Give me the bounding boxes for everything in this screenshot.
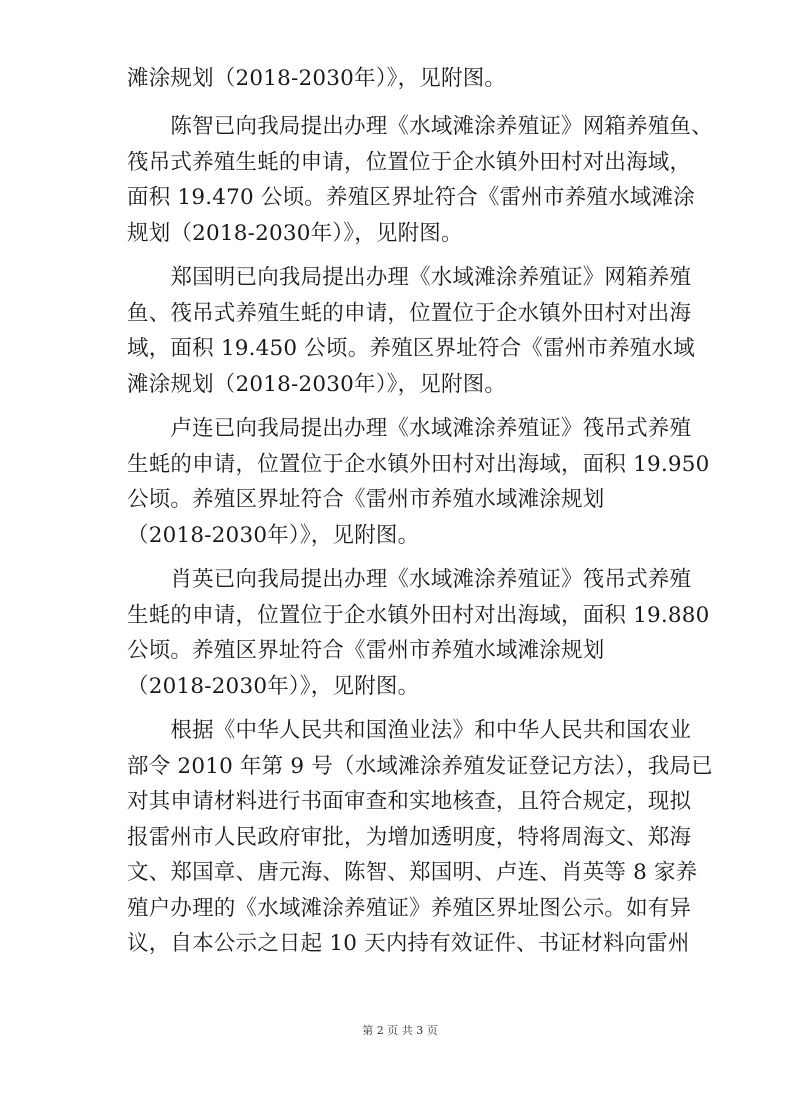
body-text-line: 鱼、筏吊式养殖生蚝的申请，位置位于企水镇外田村对出海 [127,301,692,326]
body-text-line: 公顷。养殖区界址符合《雷州市养殖水域滩涂规划 [127,638,605,663]
body-text-line: 筏吊式养殖生蚝的申请，位置位于企水镇外田村对出海域， [127,150,692,175]
page-number-footer: 第 2 页 共 3 页 [362,1024,438,1037]
body-text-line: 生蚝的申请，位置位于企水镇外田村对出海域，面积 19.950 [127,452,710,477]
body-text-line: 域，面积 19.450 公顷。养殖区界址符合《雷州市养殖水域 [127,336,695,361]
body-text-line: 部令 2010 年第 9 号（水域滩涂养殖发证登记方法），我局已 [127,754,713,779]
body-text-line: 滩涂规划（2018-2030年）》，见附图。 [127,66,507,91]
body-text-line: 文、郑国章、唐元海、陈智、郑国明、卢连、肖英等 8 家养 [127,860,698,885]
body-text-line: 殖户办理的《水域滩涂养殖证》养殖区界址图公示。如有异 [127,896,692,921]
body-text-line: 陈智已向我局提出办理《水域滩涂养殖证》网箱养殖鱼、 [127,114,713,139]
body-text-line: 面积 19.470 公顷。养殖区界址符合《雷州市养殖水域滩涂 [127,185,695,210]
body-text-line: 报雷州市人民政府审批，为增加透明度，特将周海文、郑海 [127,825,692,850]
body-text-line: 肖英已向我局提出办理《水域滩涂养殖证》筏吊式养殖 [127,567,692,592]
body-text-line: 公顷。养殖区界址符合《雷州市养殖水域滩涂规划 [127,487,605,512]
body-text-line: 滩涂规划（2018-2030年）》，见附图。 [127,372,507,397]
body-text-line: 生蚝的申请，位置位于企水镇外田村对出海域，面积 19.880 [127,603,710,628]
body-text-line: （2018-2030年）》，见附图。 [127,674,420,699]
body-text-line: 议，自本公示之日起 10 天内持有效证件、书证材料向雷州 [127,931,690,956]
body-text-line: 根据《中华人民共和国渔业法》和中华人民共和国农业 [127,718,692,743]
body-text-line: 规划（2018-2030年）》，见附图。 [127,221,463,246]
body-text-line: 对其申请材料进行书面审查和实地核查，且符合规定，现拟 [127,789,692,814]
body-text-line: 卢连已向我局提出办理《水域滩涂养殖证》筏吊式养殖 [127,416,692,441]
body-text-line: （2018-2030年）》，见附图。 [127,523,420,548]
body-text-line: 郑国明已向我局提出办理《水域滩涂养殖证》网箱养殖 [127,265,692,290]
